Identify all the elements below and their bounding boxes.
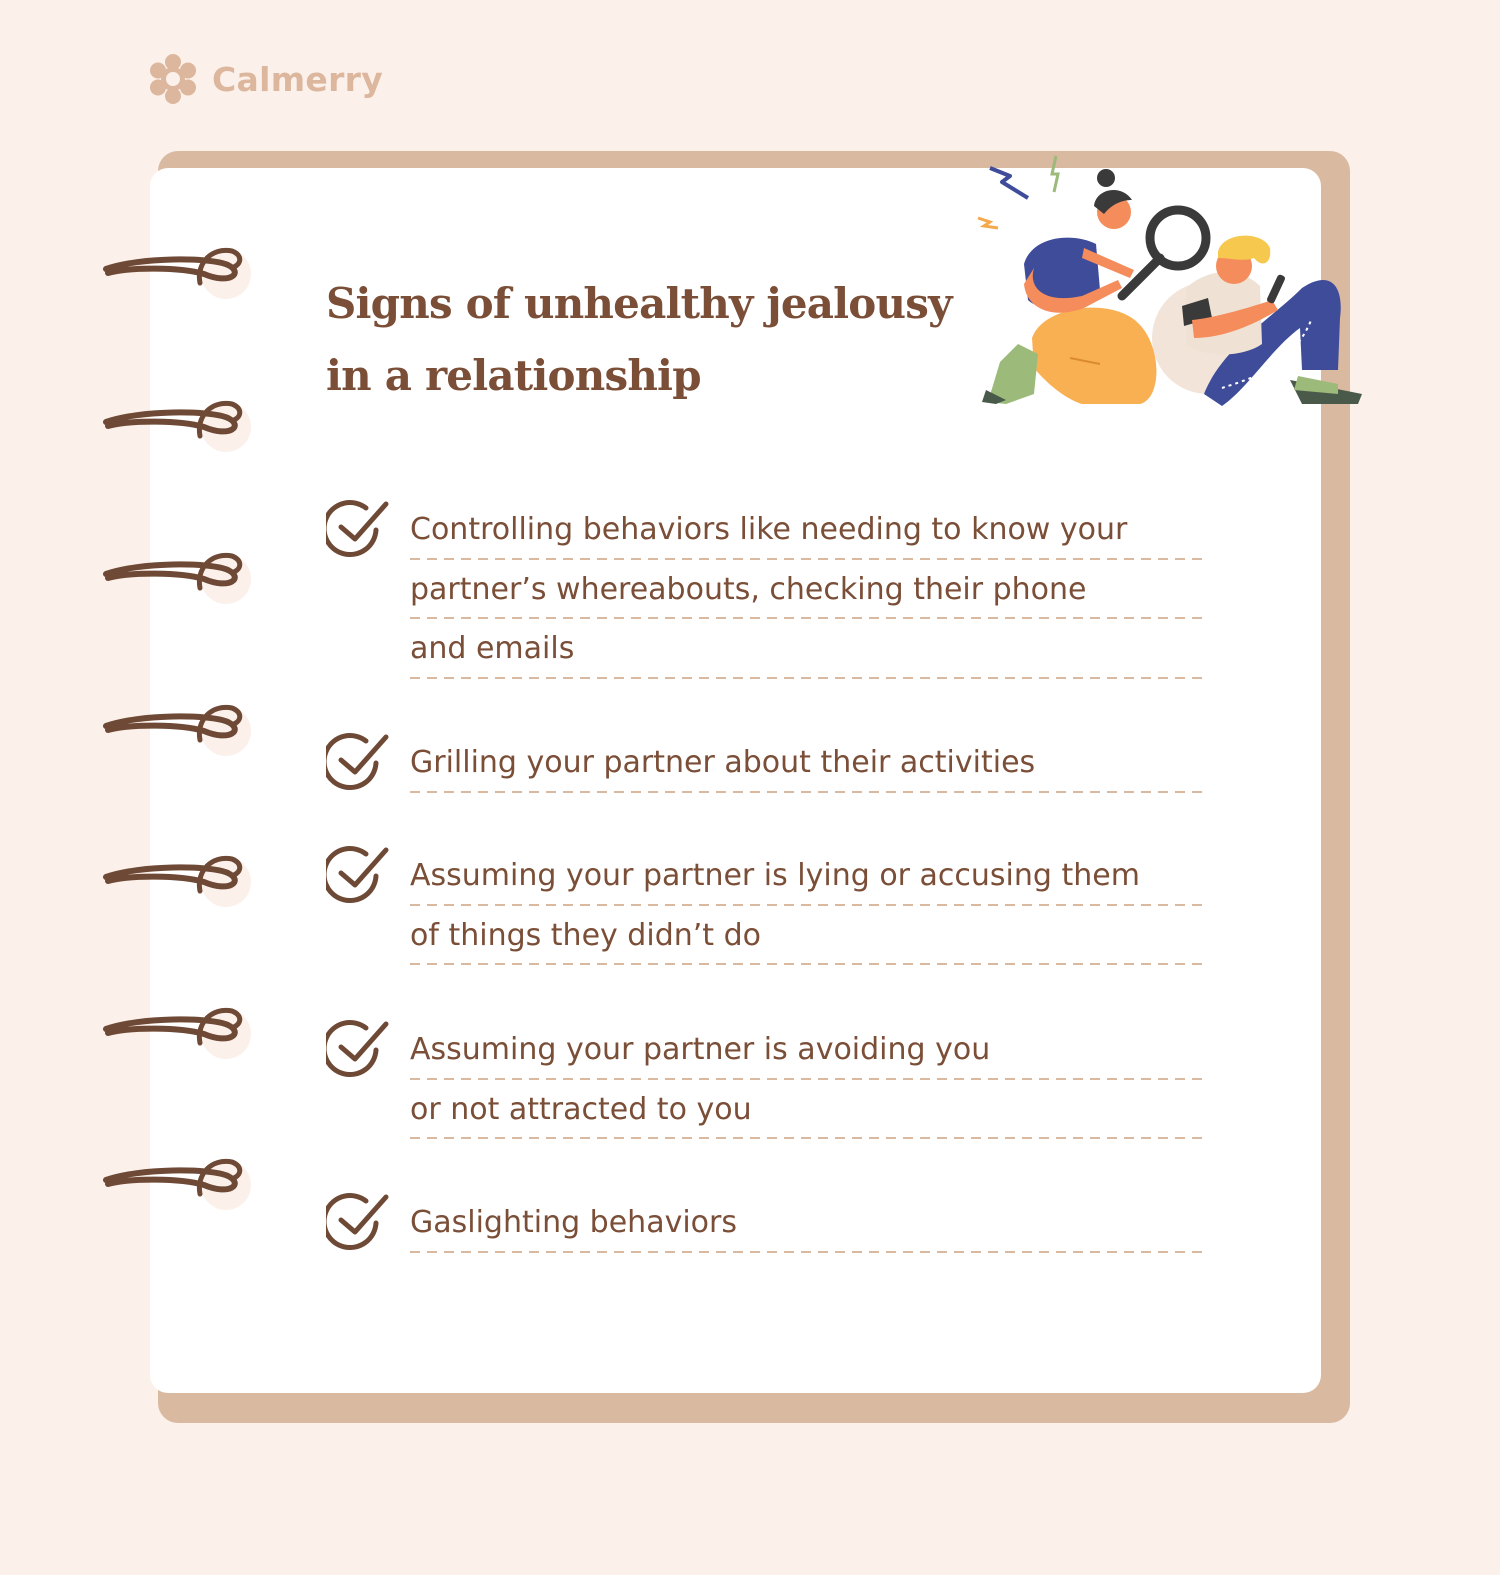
list-item-text [410, 733, 1205, 793]
jealous-partner-illustration [972, 148, 1372, 420]
list-item-line: Controlling behaviors like needing to know your [410, 500, 1205, 560]
list-item-line: Assuming your partner is avoiding you [410, 1020, 1205, 1080]
check-circle-icon [326, 846, 392, 904]
list-item-line: Grilling your partner about their activities [410, 733, 1205, 793]
list-item-line: or not attracted to you [410, 1080, 1205, 1140]
check-circle-icon [326, 1020, 392, 1078]
spiral-ring-icon [100, 548, 256, 608]
list-item-text [410, 846, 1205, 965]
list-item-text [410, 1193, 1205, 1253]
check-circle-icon [326, 500, 392, 558]
flower-icon [148, 52, 198, 106]
brand [148, 52, 383, 106]
list-item-text [410, 500, 1205, 679]
spiral-ring-icon [100, 1003, 256, 1063]
title-line-2: in a relationship [326, 351, 701, 400]
spiral-ring-icon [100, 396, 256, 456]
spiral-ring-icon [100, 851, 256, 911]
list-item-line: partner’s whereabouts, checking their phone [410, 560, 1205, 620]
list-item-line: Assuming your partner is lying or accusing them [410, 846, 1205, 906]
list-item-line: of things they didn’t do [410, 906, 1205, 966]
check-circle-icon [326, 1193, 392, 1251]
list-item-line: and emails [410, 619, 1205, 679]
spiral-ring-icon [100, 700, 256, 760]
spiral-ring-icon [100, 1154, 256, 1214]
list-item-line: Gaslighting behaviors [410, 1193, 1205, 1253]
page-title [326, 268, 966, 412]
title-line-1: Signs of unhealthy jealousy [326, 279, 952, 328]
check-circle-icon [326, 733, 392, 791]
brand-name: Calmerry [212, 59, 384, 99]
list-item-text [410, 1020, 1205, 1139]
spiral-ring-icon [100, 243, 256, 303]
